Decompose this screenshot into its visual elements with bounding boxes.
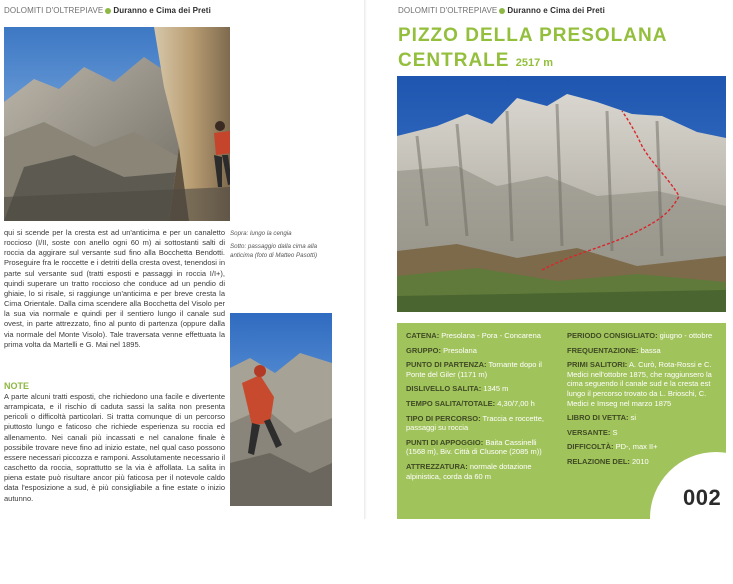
info-label: TEMPO SALITA/TOTALE: [406,398,496,408]
info-value: giugno - ottobre [659,331,713,340]
summit-traverse-image [230,313,332,506]
section-subtitle: Duranno e Cima dei Preti [113,6,211,15]
bullet-dot-icon [499,8,505,14]
info-label: TIPO DI PERCORSO: [406,413,481,423]
info-value: Presolana - Pora - Concarena [441,331,541,340]
info-field [567,331,719,341]
info-column-left [406,331,556,486]
info-field [406,414,556,433]
route-description: qui si scende per la cresta est ad un'anticima e per un canaletto roccioso (I/II, soste con anello ogni 60 m) ai sottostanti salti di roccia da aggirare sul versante sud fino alla Bocchetta Bendotti. Proseguire fra le roccette e i detriti della cresta ovest, tenendosi in parte sul versante sud (tratti esposti e passaggi in roccia I/I+), quindi superare un tratto roccioso che conduce ad un pendio di ghiaie, lo si risale, si raggiunge un'anticima e per breve cresta la Cima Orientale. Dalla cima scendere alla Bocchetta del Visolo per la sua via normale e quindi per il sentiero lungo il canale sud ovest, in parte attrezzato, fino al punto di partenza (oppure dalla via normale del Monte Visolo). Tale traversata venne effettuata la prima volta da Martelli e G. Mai nel 1895. [4,228,225,349]
info-value: Presolana [443,345,477,355]
info-value: si [630,413,637,423]
info-value: 2010 [632,456,649,466]
info-value: Traccia e roccette, passaggi su roccia [406,413,544,433]
bullet-dot-icon [105,8,111,14]
info-value: bassa [640,345,661,355]
info-field [406,399,556,409]
info-value: S [612,427,618,437]
caption-above-label: Sopra: [230,230,249,237]
page-number: 002 [683,485,722,510]
info-label: PUNTI DI APPOGGIO: [406,437,484,447]
info-column-right [567,331,719,472]
photo-presolana-route [397,76,726,312]
peak-altitude: 2517 m [515,57,554,69]
info-value: A. Curò, Rota-Rossi e C. Medici nell'ottobre 1875, che raggiunsero la cima seguendo il canale sud e la cresta est lungo il percorso trovato da L. Brioschi, C. Medici e Imseg nel marzo 1875 [567,360,712,408]
info-field [567,428,719,438]
caption-above-text: lungo la cengia [249,230,292,237]
peak-title [398,23,667,76]
info-label: FREQUENTAZIONE: [567,345,639,355]
info-field [567,346,719,356]
info-field [406,360,556,379]
peak-title-line1: PIZZO DELLA PRESOLANA [398,25,668,46]
info-value: normale dotazione alpinistica, corda da 60 m [406,461,532,481]
info-label: VERSANTE: [567,427,611,437]
section-subtitle: Duranno e Cima dei Preti [507,6,605,15]
caption-below-label: Sotto: [230,243,247,251]
caption-above [230,230,336,238]
climber-ledge-image [4,27,230,221]
info-field [567,442,719,452]
info-field [406,331,556,341]
info-field [406,438,556,457]
info-label: CATENA: [406,331,440,340]
photo-summit-traverse [230,313,332,506]
photo-captions [230,230,336,265]
info-label: GRUPPO: [406,345,442,355]
presolana-route-image [397,76,726,312]
notes-text: A parte alcuni tratti esposti, che richiedono una facile e divertente arrampicata, e il rischio di caduta sassi la salita non presenta pericoli o difficoltà particolari. Si tratta comunque di un percorso piuttosto lungo e faticoso che richiede esperienza su roccia ed allenamento. Nei canali più incassati e nel canalone finale è possibile trovare neve fino ad inizio estate, nel qual caso possono essere necessari piccozza e ramponi. Assolutamente necessario il caschetto da roccia, soprattutto se la via è affollata. La salita in piena estate può risultare ancor più faticosa per il notevole caldo data l'esposizione a sud, è più consigliabile a fine estate o inizio autunno. [4,392,225,503]
running-header [398,6,605,15]
series-name: DOLOMITI D'OLTREPIAVE [4,6,104,15]
info-value: Tornante dopo il Ponte del Giler (1171 m) [406,360,542,379]
info-field [567,413,719,423]
info-label: PRIMI SALITORI: [567,360,628,370]
info-value: 4,30/7,00 h [497,398,535,408]
caption-below [230,243,336,260]
info-value: PD-, max II+ [615,442,658,452]
notes-heading: NOTE [4,381,30,391]
info-label: LIBRO DI VETTA: [567,413,629,423]
info-label: DISLIVELLO SALITA: [406,384,482,394]
info-field [406,462,556,481]
info-field [406,384,556,394]
info-value: 1345 m [483,384,509,394]
photo-climber-ledge [4,27,230,221]
series-name: DOLOMITI D'OLTREPIAVE [398,6,498,15]
info-label: PUNTO DI PARTENZA: [406,360,487,370]
running-header [4,6,211,15]
caption-below-text: passaggio dalla cima alla anticima (foto di Matteo Pasotti) [230,243,318,259]
info-field [406,346,556,356]
left-page [0,0,366,519]
info-label: DIFFICOLTÀ: [567,442,614,452]
info-label: RELAZIONE DEL: [567,456,630,466]
info-value: Baita Cassinelli (1568 m), Biv. Città di Clusone (2085 m)) [406,437,542,457]
info-label: PERIODO CONSIGLIATO: [567,331,658,340]
info-field [567,360,719,408]
info-label: ATTREZZATURA: [406,461,468,471]
peak-title-line2: CENTRALE [398,50,510,71]
